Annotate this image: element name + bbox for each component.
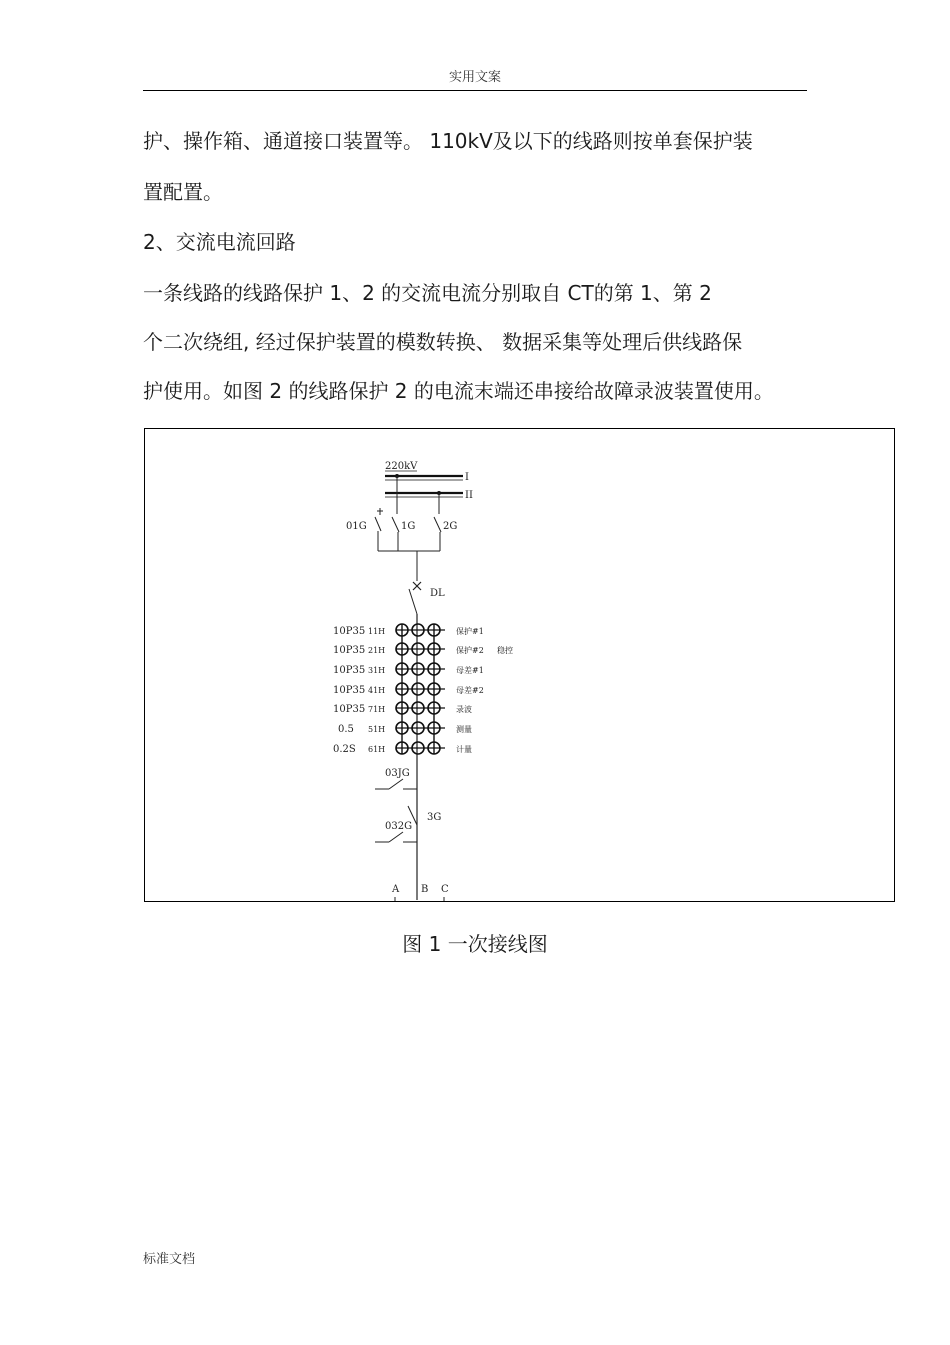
ct-class-3: 10P35 [333, 685, 366, 696]
switch-blade-2g [434, 517, 441, 532]
figure-caption: 图 1 一次接线图 [402, 932, 548, 956]
page-header: 实用文案 [448, 70, 501, 85]
voltage-label: 220kV [385, 461, 418, 472]
ct-row-0 [333, 624, 484, 637]
ct-id-3: 41H [368, 686, 386, 695]
ct-row-1 [333, 643, 513, 656]
bus-label-2: II [465, 490, 473, 501]
switch-blade-01g [375, 517, 381, 531]
section-heading: 2、交流电流回路 [143, 230, 296, 254]
ct-row-5 [338, 722, 472, 735]
paragraph-line-3: 一条线路的线路保护 1、2 的交流电流分别取自 CT的第 1、第 2 [143, 281, 712, 305]
ct-use-3: 母差#2 [456, 686, 484, 695]
page-footer: 标准文档 [143, 1252, 196, 1267]
ct-use-5: 测量 [456, 725, 472, 734]
single-line-diagram [145, 429, 895, 901]
ct-use-0: 保护#1 [456, 627, 484, 636]
ct-use-6: 计量 [456, 745, 472, 754]
ct-stack [333, 624, 513, 755]
ct-class-1: 10P35 [333, 645, 366, 656]
ct-extra-1: 稳控 [497, 646, 513, 655]
switch-blade-1g [392, 517, 399, 532]
ct-class-6: 0.2S [333, 744, 356, 755]
disconnector-label-2g: 2G [443, 521, 458, 532]
ct-row-2 [333, 663, 484, 676]
paragraph-line-5: 护使用。如图 2 的线路保护 2 的电流末端还串接给故障录波装置使用。 [143, 379, 774, 403]
phase-label-c: C [441, 884, 449, 895]
ct-id-0: 11H [368, 627, 386, 636]
phase-label-b: B [421, 884, 429, 895]
ct-id-1: 21H [368, 646, 386, 655]
phase-label-a: A [392, 884, 400, 895]
paragraph-line-1: 护、操作箱、通道接口装置等。 110kV及以下的线路则按单套保护装 [143, 129, 753, 153]
disconnector-label-3g: 3G [427, 812, 442, 823]
ct-class-5: 0.5 [338, 724, 354, 735]
ct-use-1: 保护#2 [456, 646, 484, 655]
disconnector-label-1g: 1G [401, 521, 416, 532]
wiring-diagram-figure [144, 428, 895, 902]
ground-blade-032g [389, 832, 403, 842]
ct-id-4: 71H [368, 705, 386, 714]
ct-row-3 [333, 683, 484, 696]
ct-id-2: 31H [368, 666, 386, 675]
breaker-label: DL [430, 588, 445, 599]
ct-class-0: 10P35 [333, 626, 366, 637]
disconnector-label-01g: 01G [346, 521, 367, 532]
ct-use-2: 母差#1 [456, 666, 484, 675]
paragraph-line-2: 置配置。 [143, 180, 223, 204]
ground-switch-label-03jg: 03JG [385, 768, 410, 779]
bus-label-1: I [465, 472, 469, 483]
ct-id-6: 61H [368, 745, 386, 754]
ct-class-4: 10P35 [333, 704, 366, 715]
breaker-blade [409, 589, 417, 614]
header-rule [143, 90, 807, 91]
ct-id-5: 51H [368, 725, 386, 734]
ground-blade-03jg [389, 779, 403, 789]
ct-class-2: 10P35 [333, 665, 366, 676]
ground-switch-label-032g: 032G [385, 821, 413, 832]
ct-use-4: 录波 [456, 705, 472, 714]
paragraph-line-4: 个二次绕组, 经过保护装置的模数转换、 数据采集等处理后供线路保 [143, 330, 743, 354]
